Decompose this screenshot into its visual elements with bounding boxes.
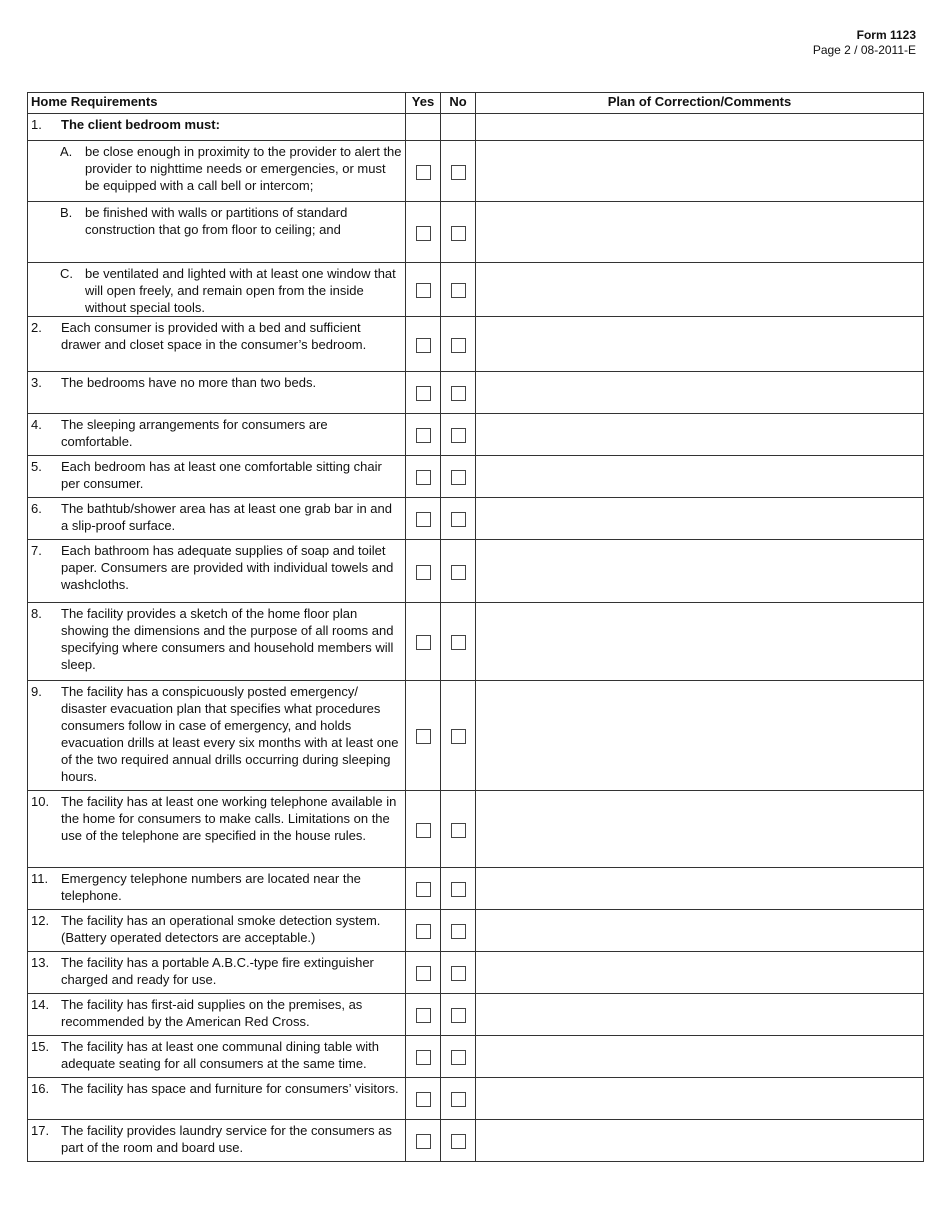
yes-checkbox[interactable] [416, 226, 431, 241]
column-header-requirements: Home Requirements [28, 93, 406, 114]
plan-of-correction-field[interactable] [476, 141, 924, 202]
plan-of-correction-field[interactable] [476, 540, 924, 603]
requirement-cell [28, 791, 406, 868]
item-text: The facility has a conspicuously posted emergency/ disaster evacuation plan that specifies what procedures consumers follow in case of emergency, and holds evacuation drills at least every six months with at least one of the two required annual drills occurring during sleeping hours. [61, 684, 399, 784]
requirement-cell [28, 994, 406, 1036]
item-text: Emergency telephone numbers are located near the telephone. [61, 871, 361, 903]
column-header-no: No [441, 93, 476, 114]
table-row [28, 1120, 924, 1162]
table-row [28, 498, 924, 540]
no-checkbox[interactable] [451, 966, 466, 981]
empty-plan-cell [476, 114, 924, 141]
section-title: The client bedroom must: [61, 117, 220, 132]
no-checkbox[interactable] [451, 470, 466, 485]
sub-item-text: be ventilated and lighted with at least one window that will open freely, and remain open from the inside without special tools. [85, 266, 396, 315]
plan-of-correction-field[interactable] [476, 952, 924, 994]
yes-checkbox[interactable] [416, 882, 431, 897]
no-checkbox[interactable] [451, 1092, 466, 1107]
requirement-cell [28, 1036, 406, 1078]
item-text: The facility provides laundry service for the consumers as part of the room and board use. [61, 1123, 392, 1155]
table-row [28, 681, 924, 791]
sub-item-letter: C. [60, 266, 73, 281]
plan-of-correction-field[interactable] [476, 202, 924, 263]
plan-of-correction-field[interactable] [476, 791, 924, 868]
sub-item-text: be close enough in proximity to the provider to alert the provider to nighttime needs or emergencies, or must be equipped with a call bell or intercom; [85, 144, 402, 193]
yes-checkbox[interactable] [416, 966, 431, 981]
table-row [28, 317, 924, 372]
plan-of-correction-field[interactable] [476, 498, 924, 540]
no-checkbox[interactable] [451, 823, 466, 838]
no-checkbox[interactable] [451, 882, 466, 897]
item-number: 3. [31, 375, 42, 390]
yes-checkbox[interactable] [416, 1092, 431, 1107]
yes-checkbox[interactable] [416, 1008, 431, 1023]
sub-item-letter: A. [60, 144, 73, 159]
requirement-cell [28, 603, 406, 681]
item-text: The facility has first-aid supplies on the premises, as recommended by the American Red Cross. [61, 997, 363, 1029]
plan-of-correction-field[interactable] [476, 414, 924, 456]
empty-no-cell [441, 114, 476, 141]
item-number: 2. [31, 320, 42, 335]
no-checkbox[interactable] [451, 924, 466, 939]
yes-checkbox[interactable] [416, 1134, 431, 1149]
no-checkbox[interactable] [451, 1008, 466, 1023]
table-row [28, 791, 924, 868]
table-row [28, 372, 924, 414]
item-number: 15. [31, 1039, 50, 1054]
plan-of-correction-field[interactable] [476, 1036, 924, 1078]
table-row [28, 868, 924, 910]
item-text: Each bathroom has adequate supplies of soap and toilet paper. Consumers are provided with individual towels and washcloths. [61, 543, 394, 592]
requirement-cell [28, 317, 406, 372]
sub-item-text: be finished with walls or partitions of standard construction that go from floor to ceiling; and [85, 205, 348, 237]
plan-of-correction-field[interactable] [476, 681, 924, 791]
plan-of-correction-field[interactable] [476, 1120, 924, 1162]
plan-of-correction-field[interactable] [476, 456, 924, 498]
item-text: The facility has at least one communal dining table with adequate seating for all consumers at the same time. [61, 1039, 379, 1071]
item-text: The bedrooms have no more than two beds. [61, 375, 317, 390]
plan-of-correction-field[interactable] [476, 317, 924, 372]
empty-yes-cell [406, 114, 441, 141]
column-header-plan: Plan of Correction/Comments [476, 93, 924, 114]
requirement-cell [28, 1120, 406, 1162]
no-checkbox[interactable] [451, 283, 466, 298]
requirement-cell [28, 414, 406, 456]
item-number: 16. [31, 1081, 50, 1096]
item-text: The facility has at least one working telephone available in the home for consumers to make calls. Limitations on the use of the telephone are specified in the house rules. [61, 794, 397, 843]
table-row [28, 141, 924, 202]
yes-checkbox[interactable] [416, 165, 431, 180]
item-number: 11. [31, 871, 49, 886]
no-checkbox[interactable] [451, 635, 466, 650]
item-text: The facility has space and furniture for consumers’ visitors. [61, 1081, 399, 1096]
section-1-cell [28, 114, 406, 141]
table-row [28, 540, 924, 603]
sub-item-letter: B. [60, 205, 73, 220]
item-number: 1. [31, 117, 42, 132]
table-header-row [28, 93, 924, 114]
column-header-yes: Yes [406, 93, 441, 114]
plan-of-correction-field[interactable] [476, 868, 924, 910]
requirement-cell [28, 498, 406, 540]
item-number: 9. [31, 684, 42, 699]
item-text: The bathtub/shower area has at least one grab bar in and a slip-proof surface. [61, 501, 392, 533]
requirement-cell [28, 681, 406, 791]
plan-of-correction-field[interactable] [476, 1078, 924, 1120]
item-number: 13. [31, 955, 50, 970]
item-number: 4. [31, 417, 42, 432]
yes-checkbox[interactable] [416, 635, 431, 650]
no-checkbox[interactable] [451, 729, 466, 744]
form-number: Form 1123 [856, 28, 916, 42]
no-checkbox[interactable] [451, 1050, 466, 1065]
item-number: 6. [31, 501, 42, 516]
plan-of-correction-field[interactable] [476, 372, 924, 414]
item-text: The facility provides a sketch of the home floor plan showing the dimensions and the purpose of all rooms and specifying where consumers and household members will sleep. [61, 606, 394, 672]
table-row [28, 263, 924, 317]
yes-checkbox[interactable] [416, 823, 431, 838]
form-header [813, 28, 916, 58]
plan-of-correction-field[interactable] [476, 910, 924, 952]
yes-checkbox[interactable] [416, 729, 431, 744]
no-checkbox[interactable] [451, 512, 466, 527]
no-checkbox[interactable] [451, 1134, 466, 1149]
table-row [28, 1036, 924, 1078]
requirement-cell [28, 1078, 406, 1120]
table-row [28, 202, 924, 263]
plan-of-correction-field[interactable] [476, 603, 924, 681]
table-row [28, 952, 924, 994]
no-checkbox[interactable] [451, 428, 466, 443]
no-checkbox[interactable] [451, 386, 466, 401]
plan-of-correction-field[interactable] [476, 994, 924, 1036]
no-checkbox[interactable] [451, 338, 466, 353]
requirement-cell [28, 202, 406, 263]
table-row [28, 994, 924, 1036]
yes-checkbox[interactable] [416, 428, 431, 443]
item-number: 17. [31, 1123, 50, 1138]
requirement-cell [28, 141, 406, 202]
yes-checkbox[interactable] [416, 283, 431, 298]
table-row [28, 456, 924, 498]
yes-checkbox[interactable] [416, 1050, 431, 1065]
requirement-cell [28, 372, 406, 414]
requirement-cell [28, 456, 406, 498]
item-number: 5. [31, 459, 42, 474]
yes-checkbox[interactable] [416, 470, 431, 485]
item-number: 7. [31, 543, 42, 558]
item-text: Each bedroom has at least one comfortable sitting chair per consumer. [61, 459, 382, 491]
yes-checkbox[interactable] [416, 512, 431, 527]
yes-checkbox[interactable] [416, 565, 431, 580]
no-checkbox[interactable] [451, 565, 466, 580]
item-number: 10. [31, 794, 50, 809]
plan-of-correction-field[interactable] [476, 263, 924, 317]
table-row [28, 414, 924, 456]
requirement-cell [28, 910, 406, 952]
page-info: Page 2 / 08-2011-E [812, 43, 916, 57]
requirements-table [27, 92, 924, 1162]
no-checkbox[interactable] [451, 165, 466, 180]
table-row [28, 910, 924, 952]
requirement-cell [28, 263, 406, 317]
item-text: Each consumer is provided with a bed and sufficient drawer and closet space in the consumer’s bedroom. [61, 320, 367, 352]
item-text: The facility has a portable A.B.C.-type fire extinguisher charged and ready for use. [61, 955, 374, 987]
table-row [28, 1078, 924, 1120]
item-text: The sleeping arrangements for consumers are comfortable. [61, 417, 328, 449]
item-number: 12. [31, 913, 50, 928]
yes-checkbox[interactable] [416, 338, 431, 353]
section-1-row [28, 114, 924, 141]
requirement-cell [28, 952, 406, 994]
no-checkbox[interactable] [451, 226, 466, 241]
table-row [28, 603, 924, 681]
yes-checkbox[interactable] [416, 386, 431, 401]
item-number: 8. [31, 606, 42, 621]
item-text: The facility has an operational smoke detection system. (Battery operated detectors are acceptable.) [61, 913, 381, 945]
yes-checkbox[interactable] [416, 924, 431, 939]
item-number: 14. [31, 997, 50, 1012]
requirement-cell [28, 868, 406, 910]
requirement-cell [28, 540, 406, 603]
